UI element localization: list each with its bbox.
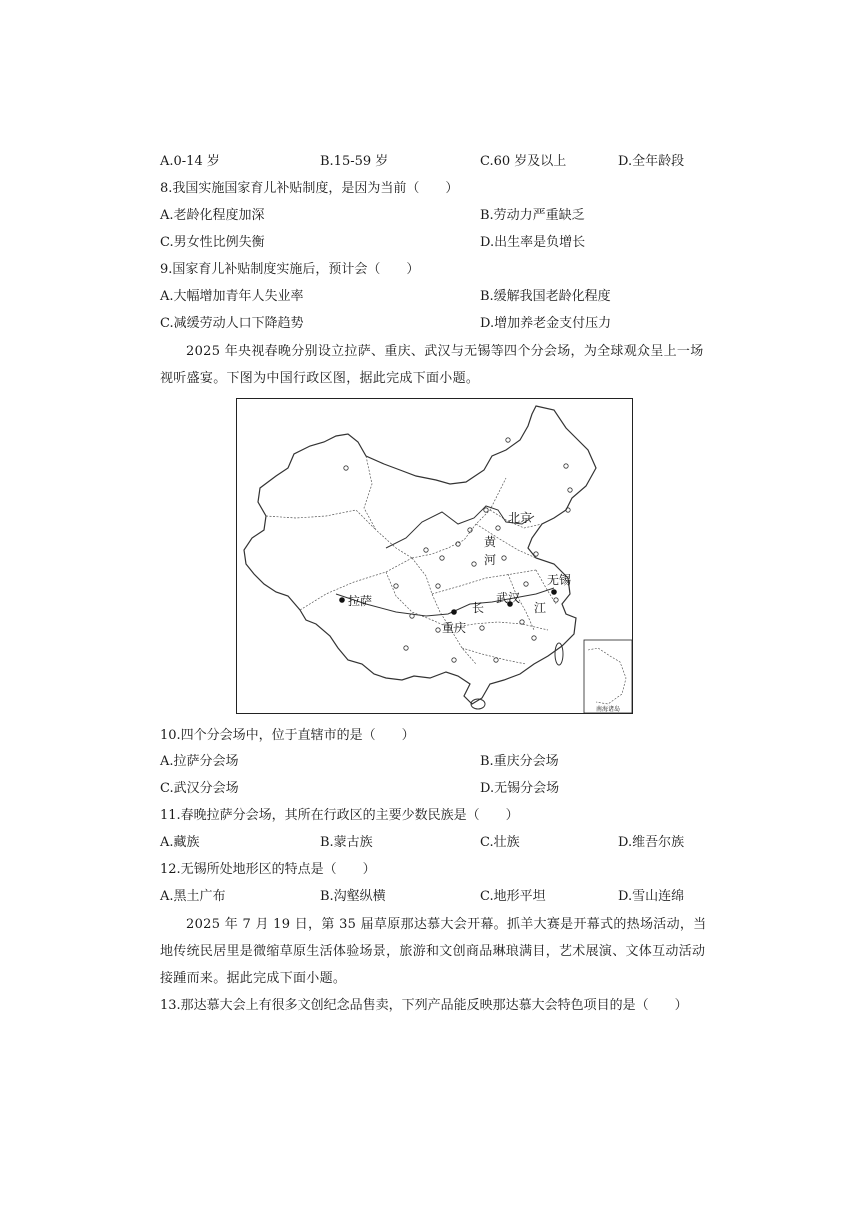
wuhan-label: 武汉 [496,591,521,605]
q12-option-c: C.地形平坦 [480,889,546,904]
chongqing-marker [451,609,457,615]
lhasa-marker [339,597,345,603]
q12-stem: 12.无锡所处地形区的特点是（ ） [160,862,376,877]
passage-spring-festival-gala: 2025 年央视春晚分别设立拉萨、重庆、武汉与无锡等四个分会场，为全球观众呈上一场视听盛宴。下图为中国行政区图，据此完成下面小题。 [160,344,704,386]
q10-stem: 10.四个分会场中，位于直辖市的是（ ） [160,728,415,743]
lhasa-label: 拉萨 [348,594,373,608]
q10-option-d: D.无锡分会场 [480,781,560,796]
map-frame [237,399,633,714]
yangtze-label-2: 江 [534,601,547,615]
q7-option-a: A.0-14 岁 [160,154,220,169]
inset-label: 南海诸岛 [595,706,621,713]
q12-option-d: D.雪山连绵 [618,889,685,904]
yellow-river-label-1: 黄 [484,535,497,549]
q10-option-a: A.拉萨分会场 [160,754,239,769]
q13-stem: 13.那达慕大会上有很多文创纪念品售卖，下列产品能反映那达慕大会特色项目的是（ ） [160,998,688,1013]
q10-option-b: B.重庆分会场 [480,754,559,769]
yellow-river-label-2: 河 [484,553,497,567]
q9-option-c: C.减缓劳动人口下降趋势 [160,316,304,331]
q9-option-d: D.增加养老金支付压力 [480,316,612,331]
q11-option-c: C.壮族 [480,835,520,850]
china-administrative-map [236,398,633,714]
beijing-label: 北京 [508,511,533,525]
q12-option-b: B.沟壑纵横 [320,889,386,904]
q11-option-a: A.藏族 [160,835,200,850]
q9-option-b: B.缓解我国老龄化程度 [480,289,611,304]
q8-stem: 8.我国实施国家育儿补贴制度，是因为当前（ ） [160,181,459,196]
yangtze-label-1: 长 [472,601,485,615]
chongqing-label: 重庆 [442,621,467,635]
q11-stem: 11.春晚拉萨分会场，其所在行政区的主要少数民族是（ ） [160,808,519,823]
q8-option-d: D.出生率是负增长 [480,235,586,250]
q8-option-c: C.男女性比例失衡 [160,235,265,250]
q8-option-a: A.老龄化程度加深 [160,208,265,223]
q12-option-a: A.黑土广布 [160,889,226,904]
q7-option-c: C.60 岁及以上 [480,154,567,169]
q7-option-d: D.全年龄段 [618,154,685,169]
wuxi-label: 无锡 [547,573,572,587]
q10-option-c: C.武汉分会场 [160,781,239,796]
passage-naadam: 2025 年 7 月 19 日，第 35 届草原那达慕大会开幕。抓羊大赛是开幕式的热场活动，当地传统民居里是微缩草原生活体验场景，旅游和文创商品琳琅满目，艺术展演、文体互动活动接踵而来。据此完成下面小题。 [160,917,707,986]
south-china-sea-inset [584,640,632,713]
q7-option-b: B.15-59 岁 [320,154,389,169]
q8-option-b: B.劳动力严重缺乏 [480,208,585,223]
q11-option-d: D.维吾尔族 [618,835,685,850]
q9-stem: 9.国家育儿补贴制度实施后，预计会（ ） [160,262,420,277]
wuxi-marker [551,589,557,595]
q11-option-b: B.蒙古族 [320,835,373,850]
q9-option-a: A.大幅增加青年人失业率 [160,289,304,304]
